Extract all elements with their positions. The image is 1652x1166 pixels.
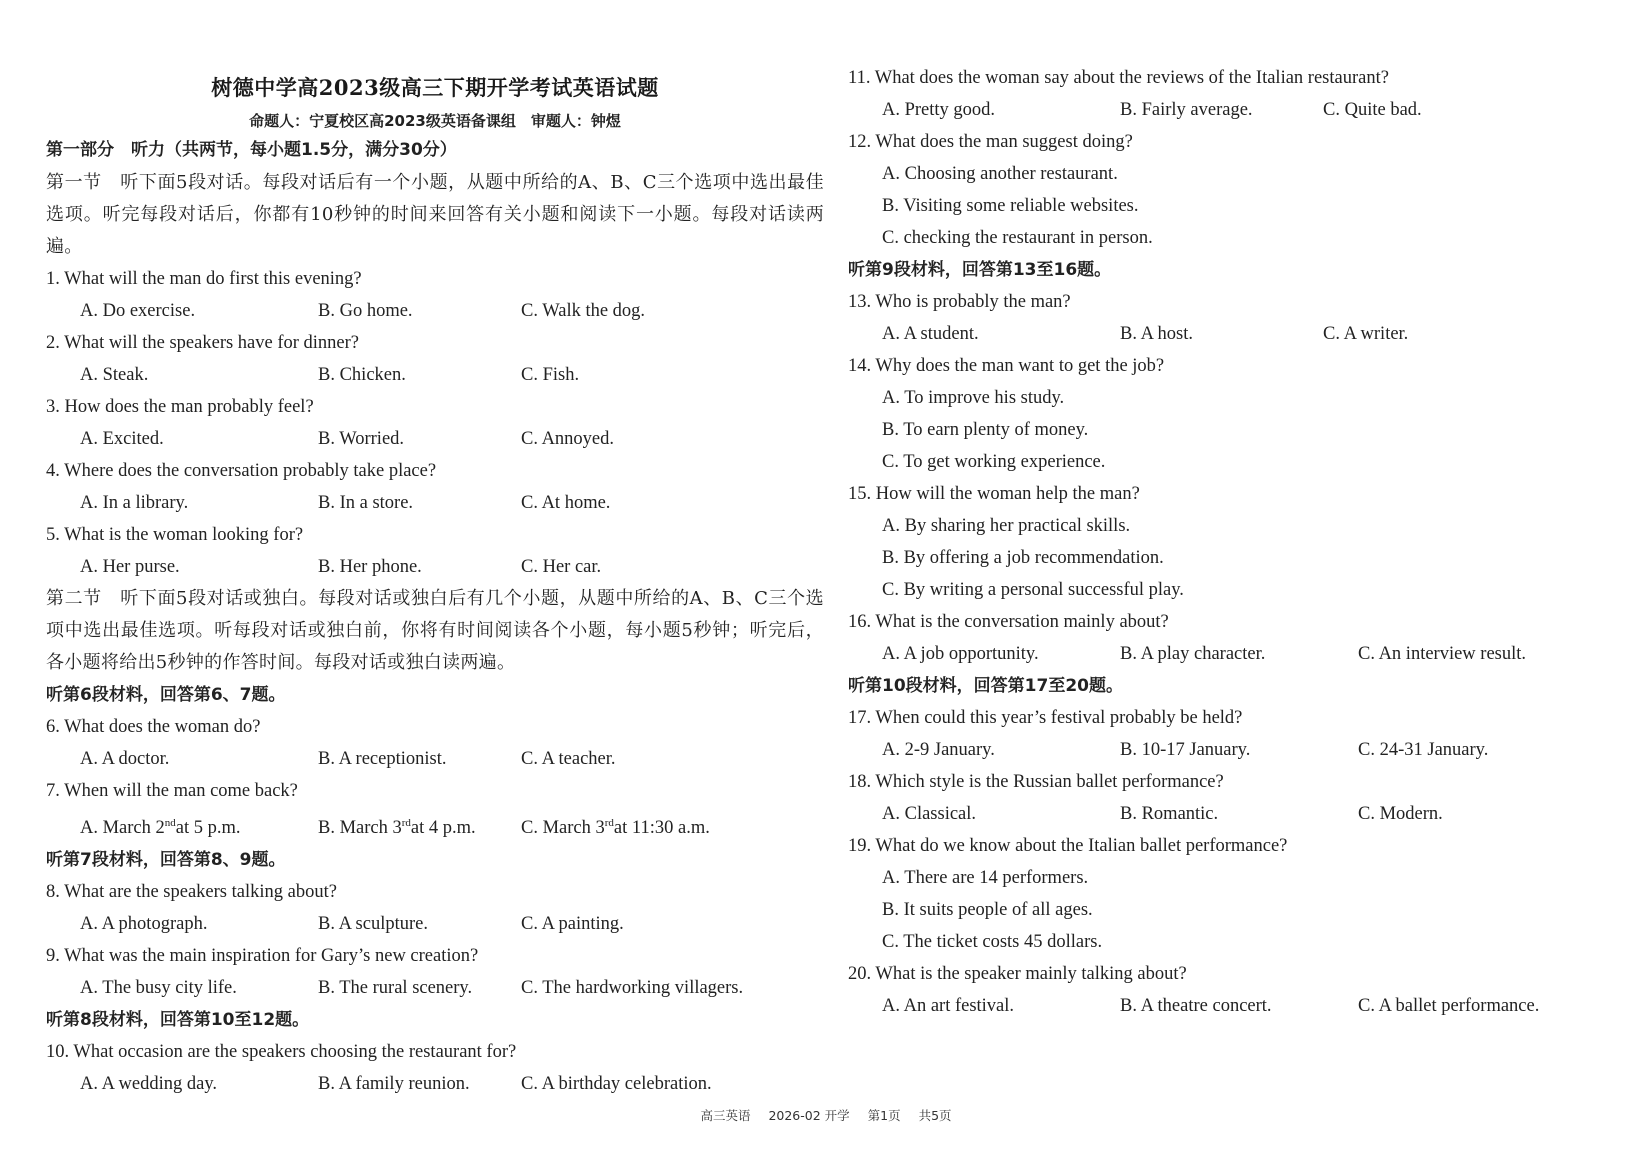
option-c: C. Fish. — [521, 365, 580, 385]
option-a: A. 2-9 January. — [882, 740, 995, 760]
option-a: A. A photograph. — [80, 914, 208, 935]
group-7-heading: 听第7段材料，回答第8、9题。 — [46, 850, 286, 871]
group-8-heading: 听第8段材料，回答第10至12题。 — [46, 1010, 310, 1031]
options-row — [46, 551, 824, 583]
option-b: B. A theatre concert. — [1120, 996, 1272, 1016]
options-row — [46, 908, 824, 940]
option-a: A. Excited. — [80, 429, 164, 449]
option-b: B. A sculpture. — [318, 914, 428, 935]
footer-total-pages: 共5页 — [918, 1108, 952, 1123]
options-row — [46, 423, 824, 455]
question-18 — [848, 766, 1638, 830]
right-column — [848, 62, 1638, 1022]
question-text: 12. What does the man suggest doing? — [848, 132, 1133, 152]
options-row — [848, 990, 1638, 1022]
exam-title: 树德中学高2023级高三下期开学考试英语试题 — [211, 75, 659, 100]
option-a: A. By sharing her practical skills. — [882, 516, 1131, 536]
question-4 — [46, 455, 824, 519]
option-b: B. Worried. — [318, 429, 405, 449]
options-row — [848, 94, 1638, 126]
question-12 — [848, 126, 1638, 254]
question-11 — [848, 62, 1638, 126]
option-a: A. Classical. — [882, 804, 977, 824]
option-b-time: at 4 p.m. — [410, 818, 476, 839]
option-a: A. Steak. — [80, 365, 149, 385]
option-c: C. checking the restaurant in person. — [882, 228, 1153, 248]
question-text: 18. Which style is the Russian ballet performance? — [848, 772, 1224, 792]
options-row — [46, 1068, 824, 1100]
option-c: C. The ticket costs 45 dollars. — [882, 932, 1103, 952]
options-row — [46, 295, 824, 327]
option-a: A. A job opportunity. — [882, 644, 1039, 664]
option-c: C. By writing a personal successful play. — [882, 580, 1184, 600]
option-b: B. By offering a job recommendation. — [882, 548, 1164, 568]
option-a: A. A doctor. — [80, 749, 170, 769]
page-footer — [0, 1106, 1652, 1124]
question-2 — [46, 327, 824, 391]
question-20 — [848, 958, 1638, 1022]
part1-heading: 第一部分 听力（共两节，每小题1.5分，满分30分） — [46, 140, 457, 160]
option-c: C. To get working experience. — [882, 452, 1106, 472]
options-row — [46, 807, 824, 844]
question-text: 20. What is the speaker mainly talking about? — [848, 964, 1187, 984]
option-a: A. Her purse. — [80, 557, 180, 577]
question-text: 8. What are the speakers talking about? — [46, 882, 337, 903]
option-c: C. An interview result. — [1358, 644, 1527, 664]
question-text: 2. What will the speakers have for dinner? — [46, 333, 360, 353]
option-c: C. The hardworking villagers. — [521, 978, 744, 999]
question-14 — [848, 350, 1638, 478]
question-text: 11. What does the woman say about the reviews of the Italian restaurant? — [848, 68, 1389, 88]
option-b: B. Her phone. — [318, 557, 422, 577]
option-a: A. There are 14 performers. — [882, 868, 1089, 888]
option-a: A. Do exercise. — [80, 301, 196, 321]
option-a: A. Choosing another restaurant. — [882, 164, 1118, 184]
question-text: 15. How will the woman help the man? — [848, 484, 1140, 504]
option-a-suffix: nd — [164, 817, 176, 829]
question-16 — [848, 606, 1638, 670]
question-17 — [848, 702, 1638, 766]
option-b: B. Romantic. — [1120, 804, 1219, 824]
option-c: C. A teacher. — [521, 749, 616, 769]
options-row — [46, 487, 824, 519]
footer-exam: 2026-02 开学 — [768, 1108, 850, 1123]
option-c: C. Quite bad. — [1323, 100, 1422, 120]
option-b: B. Chicken. — [318, 365, 406, 385]
option-c: C. Annoyed. — [521, 429, 615, 449]
options-row — [848, 318, 1638, 350]
option-a: A. In a library. — [80, 493, 189, 513]
question-5 — [46, 519, 824, 583]
option-b: B. The rural scenery. — [318, 978, 473, 999]
question-text: 19. What do we know about the Italian ballet performance? — [848, 836, 1288, 856]
options-row — [46, 972, 824, 1004]
option-c: C. A writer. — [1323, 324, 1409, 344]
group-9-heading: 听第9段材料，回答第13至16题。 — [848, 260, 1112, 280]
option-c: C. Walk the dog. — [521, 301, 646, 321]
section2-instructions: 第二节 听下面5段对话或独白。每段对话或独白后有几个小题，从题中所给的A、B、C三个选项中选出最佳选项。听每段对话或独白前，你将有时间阅读各个小题，每小题5秒钟；听完后，各小题将给出5秒钟的作答时间。每段对话或独白读两遍。 — [46, 588, 824, 673]
question-10 — [46, 1036, 824, 1100]
option-b: B. It suits people of all ages. — [882, 900, 1093, 920]
option-c-time: at 11:30 a.m. — [613, 818, 710, 839]
question-7 — [46, 775, 824, 844]
question-text: 5. What is the woman looking for? — [46, 525, 304, 545]
option-b: B. Visiting some reliable websites. — [882, 196, 1139, 216]
question-15 — [848, 478, 1638, 606]
question-text: 9. What was the main inspiration for Gary’s new creation? — [46, 946, 479, 967]
option-b: B. Fairly average. — [1120, 100, 1253, 120]
option-a: A. An art festival. — [882, 996, 1015, 1016]
question-text: 10. What occasion are the speakers choosing the restaurant for? — [46, 1042, 517, 1063]
question-6 — [46, 711, 824, 775]
question-text: 13. Who is probably the man? — [848, 292, 1071, 312]
option-a: A. A student. — [882, 324, 979, 344]
options-row — [848, 798, 1638, 830]
footer-subject: 高三英语 — [700, 1108, 751, 1123]
question-text: 6. What does the woman do? — [46, 717, 261, 737]
question-13 — [848, 286, 1638, 350]
options-row — [46, 743, 824, 775]
options-row — [848, 734, 1638, 766]
group-10-heading: 听第10段材料，回答第17至20题。 — [848, 676, 1123, 696]
option-c: C. A ballet performance. — [1358, 996, 1540, 1016]
footer-page-number: 第1页 — [867, 1108, 901, 1123]
option-c: C. A painting. — [521, 914, 624, 935]
question-19 — [848, 830, 1638, 958]
option-b: B. A play character. — [1120, 644, 1266, 664]
question-text: 14. Why does the man want to get the job? — [848, 356, 1165, 376]
option-c — [521, 807, 710, 844]
option-b: B. A host. — [1120, 324, 1193, 344]
question-text: 3. How does the man probably feel? — [46, 397, 314, 417]
question-text: 16. What is the conversation mainly about? — [848, 612, 1169, 632]
option-b: B. A receptionist. — [318, 749, 447, 769]
option-c: C. Modern. — [1358, 804, 1443, 824]
option-b: B. In a store. — [318, 493, 414, 513]
option-b-suffix: rd — [401, 817, 411, 829]
option-a: A. A wedding day. — [80, 1074, 218, 1095]
option-c: C. A birthday celebration. — [521, 1074, 712, 1095]
option-a: A. Pretty good. — [882, 100, 996, 120]
option-b: B. To earn plenty of money. — [882, 420, 1089, 440]
option-c: C. 24-31 January. — [1358, 740, 1489, 760]
question-3 — [46, 391, 824, 455]
option-b — [318, 807, 521, 844]
option-a — [80, 807, 318, 844]
left-column — [46, 62, 824, 1100]
option-b: B. 10-17 January. — [1120, 740, 1251, 760]
options-row — [848, 638, 1638, 670]
section1-instructions: 第一节 听下面5段对话。每段对话后有一个小题，从题中所给的A、B、C三个选项中选出最佳选项。听完每段对话后，你都有10秒钟的时间来回答有关小题和阅读下一小题。每段对话读两遍。 — [46, 172, 824, 257]
option-a-time: at 5 p.m. — [175, 818, 241, 839]
option-c-suffix: rd — [604, 817, 614, 829]
question-text: 7. When will the man come back? — [46, 781, 298, 801]
options-row — [46, 359, 824, 391]
option-a-date: A. March 2 — [80, 818, 165, 839]
option-b: B. A family reunion. — [318, 1074, 470, 1095]
option-a: A. To improve his study. — [882, 388, 1065, 408]
option-c: C. At home. — [521, 493, 611, 513]
question-text: 1. What will the man do first this evening? — [46, 269, 362, 289]
exam-subtitle: 命题人：宁夏校区高2023级英语备课组 审题人：钟煜 — [249, 112, 621, 130]
question-text: 17. When could this year’s festival probably be held? — [848, 708, 1243, 728]
question-text: 4. Where does the conversation probably take place? — [46, 461, 437, 481]
option-c-date: C. March 3 — [521, 818, 605, 839]
option-c: C. Her car. — [521, 557, 602, 577]
question-9 — [46, 940, 824, 1004]
option-a: A. The busy city life. — [80, 978, 237, 999]
question-8 — [46, 876, 824, 940]
question-1 — [46, 263, 824, 327]
option-b-date: B. March 3 — [318, 818, 402, 839]
option-b: B. Go home. — [318, 301, 413, 321]
group-6-heading: 听第6段材料，回答第6、7题。 — [46, 685, 286, 705]
